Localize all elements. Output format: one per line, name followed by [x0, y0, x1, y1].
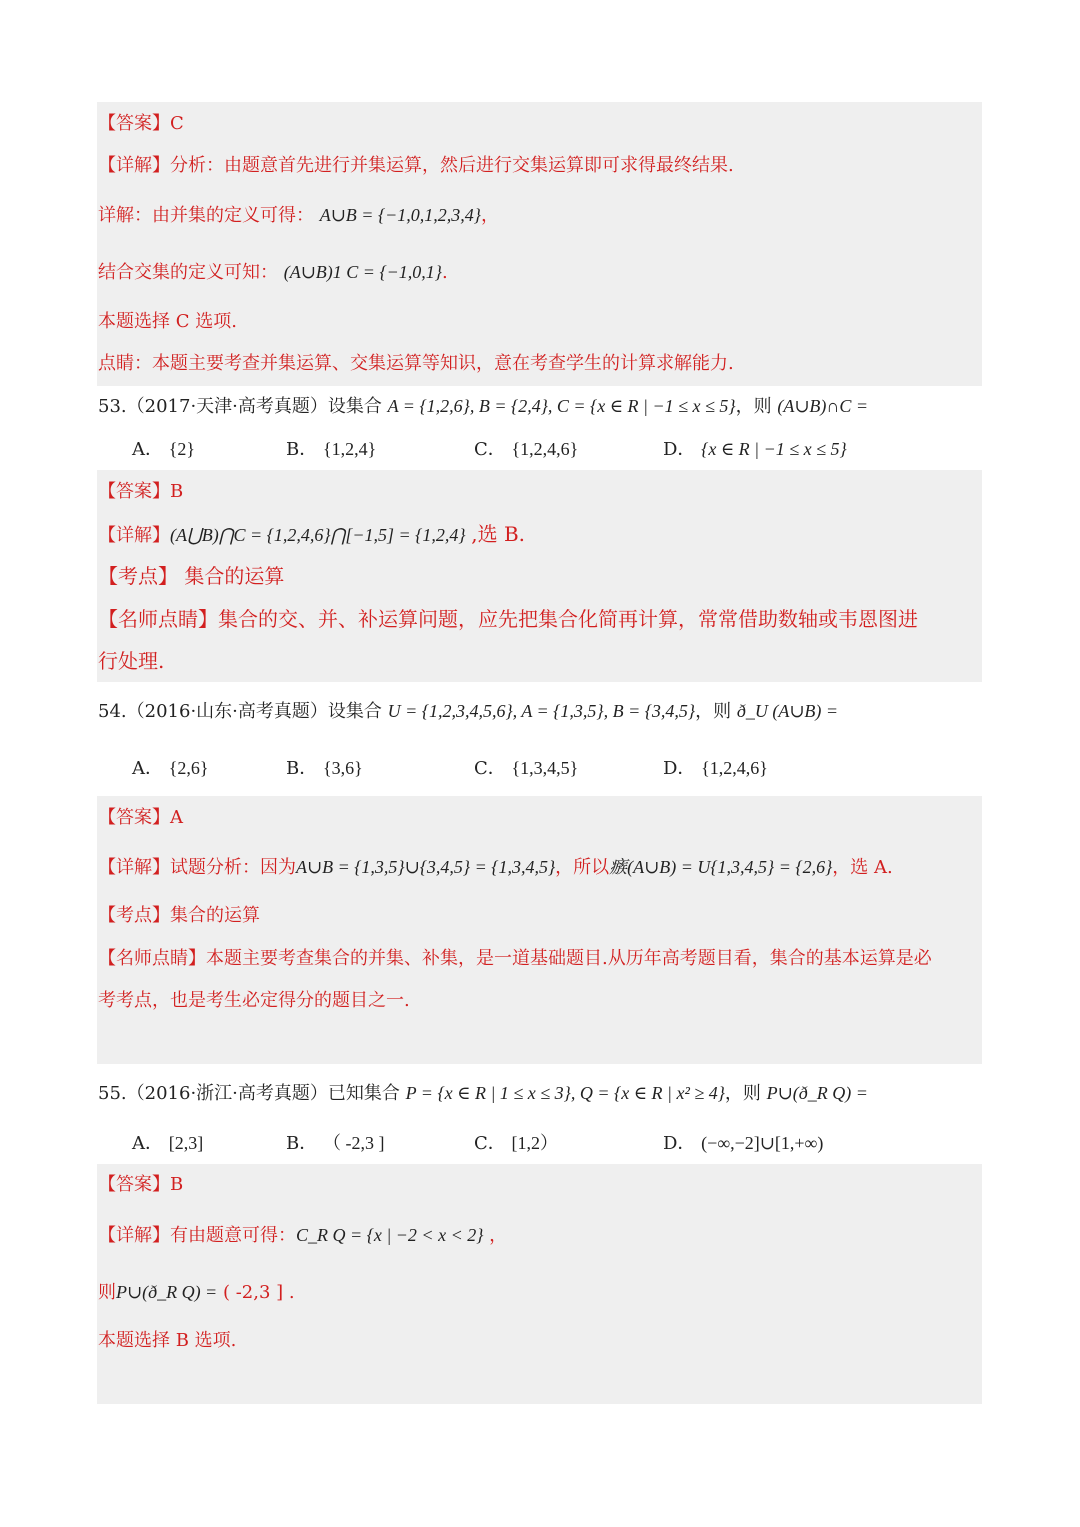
- option-53-d[interactable]: D． {x ∈ R | −1 ≤ x ≤ 5}: [663, 439, 847, 460]
- option-55-a[interactable]: A． [2,3]: [132, 1133, 204, 1154]
- math-stem-54: U = {1,2,3,4,5,6}, A = {1,3,5}, B = {3,4,5}: [387, 701, 696, 721]
- kaodian-54: 【考点】集合的运算: [98, 905, 260, 926]
- math-stem-53: A = {1,2,6}, B = {2,4}, C = {x ∈ R | −1 ≤ x ≤ 5}: [387, 396, 736, 416]
- math-complement-54: 瘯(A∪B) = U{1,3,4,5} = {2,6}: [609, 857, 833, 877]
- answer-box-52: [97, 102, 982, 386]
- math-detail-54: A∪B = {1,3,5}∪{3,4,5} = {1,3,4,5}: [296, 857, 556, 877]
- answer-54: 【答案】A: [98, 807, 183, 828]
- math-target-55: P∪(ð_R Q) =: [766, 1083, 868, 1103]
- comment-52: 点睛：本题主要考查并集运算、交集运算等知识，意在考查学生的计算求解能力.: [98, 353, 734, 374]
- option-55-c[interactable]: C． [1,2）: [474, 1133, 559, 1154]
- math-result-55: P∪(ð_R Q) =: [116, 1282, 218, 1302]
- mingshi-54-line1: 【名师点睛】本题主要考查集合的并集、补集，是一道基础题目.从历年高考题目看，集合的基本运算是必: [98, 948, 932, 969]
- math-target-54: ð_U (A∪B) =: [736, 701, 839, 721]
- mingshi-54-line2: 考考点，也是考生必定得分的题目之一.: [98, 990, 410, 1011]
- choice-52: 本题选择 C 选项.: [98, 311, 237, 332]
- question-54: 54.（2016·山东·高考真题）设集合 U = {1,2,3,4,5,6}, A = {1,3,5}, B = {3,4,5}，则 ð_U (A∪B) =: [98, 701, 839, 722]
- answer-55: 【答案】B: [98, 1174, 184, 1195]
- choice-55: 本题选择 B 选项.: [98, 1330, 237, 1351]
- math-detail-55: C_R Q = {x | −2 < x < 2}: [296, 1225, 484, 1245]
- question-53: 53.（2017·天津·高考真题）设集合 A = {1,2,6}, B = {2,4}, C = {x ∈ R | −1 ≤ x ≤ 5}，则 (A∪B)∩C =: [98, 396, 869, 417]
- option-54-b[interactable]: B． {3,6}: [286, 758, 363, 779]
- option-53-a[interactable]: A． {2}: [132, 439, 196, 460]
- mingshi-53-line2: 行处理.: [98, 649, 165, 673]
- option-55-b[interactable]: B． （ -2,3 ]: [286, 1133, 385, 1154]
- option-53-c[interactable]: C． {1,2,4,6}: [474, 439, 579, 460]
- answer-53: 【答案】B: [98, 481, 184, 502]
- step2-52: 结合交集的定义可知： (A∪B)1 C = {−1,0,1}.: [98, 262, 448, 283]
- math-target-53: (A∪B)∩C =: [777, 396, 869, 416]
- detail-55: 【详解】有由题意可得：C_R Q = {x | −2 < x < 2} ，: [98, 1225, 508, 1246]
- option-53-b[interactable]: B． {1,2,4}: [286, 439, 377, 460]
- detail-53: 【详解】(A⋃B)⋂C = {1,2,4,6}⋂[−1,5] = {1,2,4} ,选 B.: [98, 522, 526, 546]
- option-55-d[interactable]: D． (−∞,−2]∪[1,+∞): [663, 1133, 824, 1154]
- option-54-a[interactable]: A． {2,6}: [132, 758, 209, 779]
- math-intersection-52: (A∪B)1 C = {−1,0,1}: [283, 262, 442, 282]
- answer-52: 【答案】C: [98, 113, 184, 134]
- question-55: 55.（2016·浙江·高考真题）已知集合 P = {x ∈ R | 1 ≤ x ≤ 3}, Q = {x ∈ R | x² ≥ 4}，则 P∪(ð_R Q) =: [98, 1083, 868, 1104]
- detail-52: 【详解】分析：由题意首先进行并集运算，然后进行交集运算即可求得最终结果.: [98, 155, 734, 176]
- math-detail-53: (A⋃B)⋂C = {1,2,4,6}⋂[−1,5] = {1,2,4}: [170, 525, 466, 545]
- kaodian-53: 【考点】 集合的运算: [98, 564, 285, 588]
- step1-52: 详解：由并集的定义可得： A∪B = {−1,0,1,2,3,4}，: [98, 205, 499, 226]
- math-stem-55: P = {x ∈ R | 1 ≤ x ≤ 3}, Q = {x ∈ R | x² ≥ 4}: [405, 1083, 725, 1103]
- detail-54: 【详解】试题分析：因为A∪B = {1,3,5}∪{3,4,5} = {1,3,4,5}，所以瘯(A∪B) = U{1,3,4,5} = {2,6}，选 A.: [98, 857, 893, 878]
- option-54-c[interactable]: C． {1,3,4,5}: [474, 758, 579, 779]
- math-union-52: A∪B = {−1,0,1,2,3,4}: [319, 205, 481, 225]
- option-54-d[interactable]: D． {1,2,4,6}: [663, 758, 768, 779]
- step2-55: 则P∪(ð_R Q) = ( -2,3 ] .: [98, 1282, 295, 1303]
- answer-box-54: [97, 796, 982, 1064]
- mingshi-53-line1: 【名师点睛】集合的交、并、补运算问题，应先把集合化简再计算，常常借助数轴或韦恩图进: [98, 607, 918, 631]
